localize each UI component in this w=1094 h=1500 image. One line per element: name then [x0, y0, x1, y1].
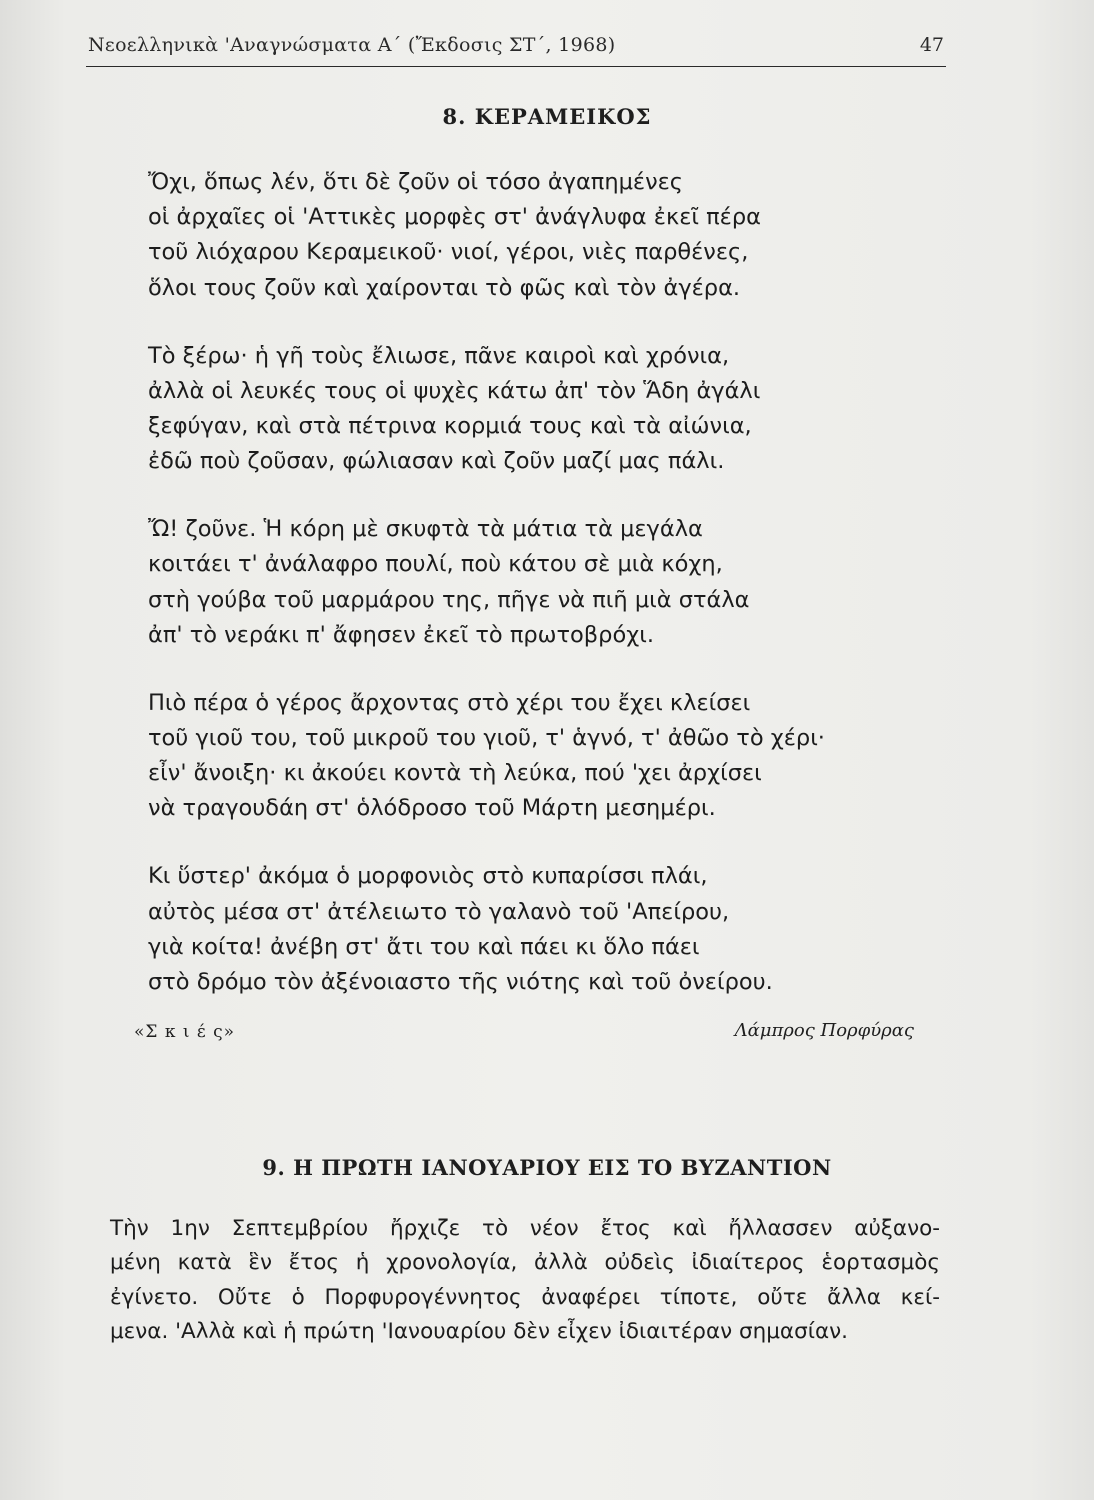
source-title: «Σ κ ι έ ς» — [134, 1022, 236, 1042]
stanza — [148, 686, 948, 827]
poem-line: νὰ τραγουδάη στ' ὁλόδροσο τοῦ Μάρτη μεσημέρι. — [148, 795, 716, 822]
stanza — [148, 512, 948, 653]
poem-line: οἱ ἀρχαῖες οἱ 'Αττικὲς μορφὲς στ' ἀνάγλυφα ἐκεῖ πέρα — [148, 204, 761, 231]
poem-line: Τὸ ξέρω· ἡ γῆ τοὺς ἔλιωσε, πᾶνε καιροὶ καὶ χρόνια, — [148, 342, 730, 369]
poem-line: εἶν' ἄνοιξη· κι ἀκούει κοντὰ τὴ λεύκα, πού 'χει ἀρχίσει — [148, 760, 762, 787]
poem-line: ἀπ' τὸ νεράκι π' ἄφησεν ἐκεῖ τὸ πρωτοβρόχι. — [148, 621, 654, 648]
section-title-kerameikos: 8. ΚΕΡΑΜΕΙΚΟΣ — [442, 104, 652, 129]
poem-line: τοῦ γιοῦ του, τοῦ μικροῦ του γιοῦ, τ' ἁγνό, τ' ἀθῶο τὸ χέρι· — [148, 725, 825, 752]
prose-paragraph — [110, 1212, 940, 1349]
prose-line: ἐγίνετο. Οὔτε ὁ Πορφυρογέννητος ἀναφέρει τίποτε, οὔτε ἄλλα κεί- — [110, 1284, 940, 1310]
header-rule — [86, 66, 946, 67]
poem-line: ἀλλὰ οἱ λευκές τους οἱ ψυχὲς κάτω ἀπ' τὸν Ἅδη ἀγάλι — [148, 377, 761, 404]
running-header — [88, 34, 944, 64]
poem-line: ἐδῶ ποὺ ζοῦσαν, φώλιασαν καὶ ζοῦν μαζί μας πάλι. — [148, 448, 725, 475]
prose-line: Τὴν 1ην Σεπτεμβρίου ἤρχιζε τὸ νέον ἔτος καὶ ἤλλασσεν αὐξανο- — [110, 1216, 940, 1241]
stanza — [148, 339, 948, 480]
prose-line: μενα. 'Αλλὰ καὶ ἡ πρώτη 'Ιανουαρίου δὲν εἶχεν ἰδιαιτέραν σημασίαν. — [110, 1318, 848, 1344]
poem-line: ξεφύγαν, καὶ στὰ πέτρινα κορμιά τους καὶ τὰ αἰώνια, — [148, 413, 752, 440]
attribution — [134, 1020, 914, 1050]
poem — [148, 165, 948, 1033]
prose-line: μένη κατὰ ἓν ἔτος ἡ χρονολογία, ἀλλὰ οὐδεὶς ἰδιαίτερος ἑορτασμὸς — [110, 1250, 940, 1276]
running-title: Νεοελληνικὰ 'Αναγνώσματα Α΄ (Ἔκδοσις ΣΤ΄, 1968) — [88, 34, 616, 56]
poem-line: στὴ γούβα τοῦ μαρμάρου της, πῆγε νὰ πιῆ μιὰ στάλα — [148, 586, 750, 613]
poem-line: ὅλοι τους ζοῦν καὶ χαίρονται τὸ φῶς καὶ τὸν ἀγέρα. — [148, 274, 741, 301]
poem-line: Ὤ! ζοῦνε. Ἡ κόρη μὲ σκυφτὰ τὰ μάτια τὰ μεγάλα — [148, 516, 703, 543]
poem-line: κοιτάει τ' ἀνάλαφρο πουλί, ποὺ κάτου σὲ μιὰ κόχη, — [148, 551, 723, 578]
poem-line: γιὰ κοίτα! ἀνέβη στ' ἄτι του καὶ πάει κι ὅλο πάει — [148, 933, 700, 960]
author-name: Λάμπρος Πορφύρας — [734, 1020, 914, 1041]
stanza — [148, 859, 948, 1000]
poem-line: στὸ δρόμο τὸν ἀξένοιαστο τῆς νιότης καὶ τοῦ ὀνείρου. — [148, 969, 773, 996]
poem-line: αὐτὸς μέσα στ' ἀτέλειωτο τὸ γαλανὸ τοῦ 'Απείρου, — [148, 898, 730, 925]
poem-line: Ὄχι, ὅπως λέν, ὅτι δὲ ζοῦν οἱ τόσο ἀγαπημένες — [148, 169, 684, 195]
poem-line: τοῦ λιόχαρου Κεραμεικοῦ· νιοί, γέροι, νιὲς παρθένες, — [148, 239, 749, 266]
poem-line: Πιὸ πέρα ὁ γέρος ἄρχοντας στὸ χέρι του ἔχει κλείσει — [148, 689, 751, 716]
section-title-byzantion: 9. Η ΠΡΩΤΗ ΙΑΝΟΥΑΡΙΟΥ ΕΙΣ ΤΟ ΒΥΖΑΝΤΙΟΝ — [262, 1155, 832, 1180]
stanza — [148, 165, 948, 306]
page-number: 47 — [919, 34, 944, 56]
poem-line: Κι ὕστερ' ἀκόμα ὁ μορφονιὸς στὸ κυπαρίσσι πλάι, — [148, 863, 708, 890]
